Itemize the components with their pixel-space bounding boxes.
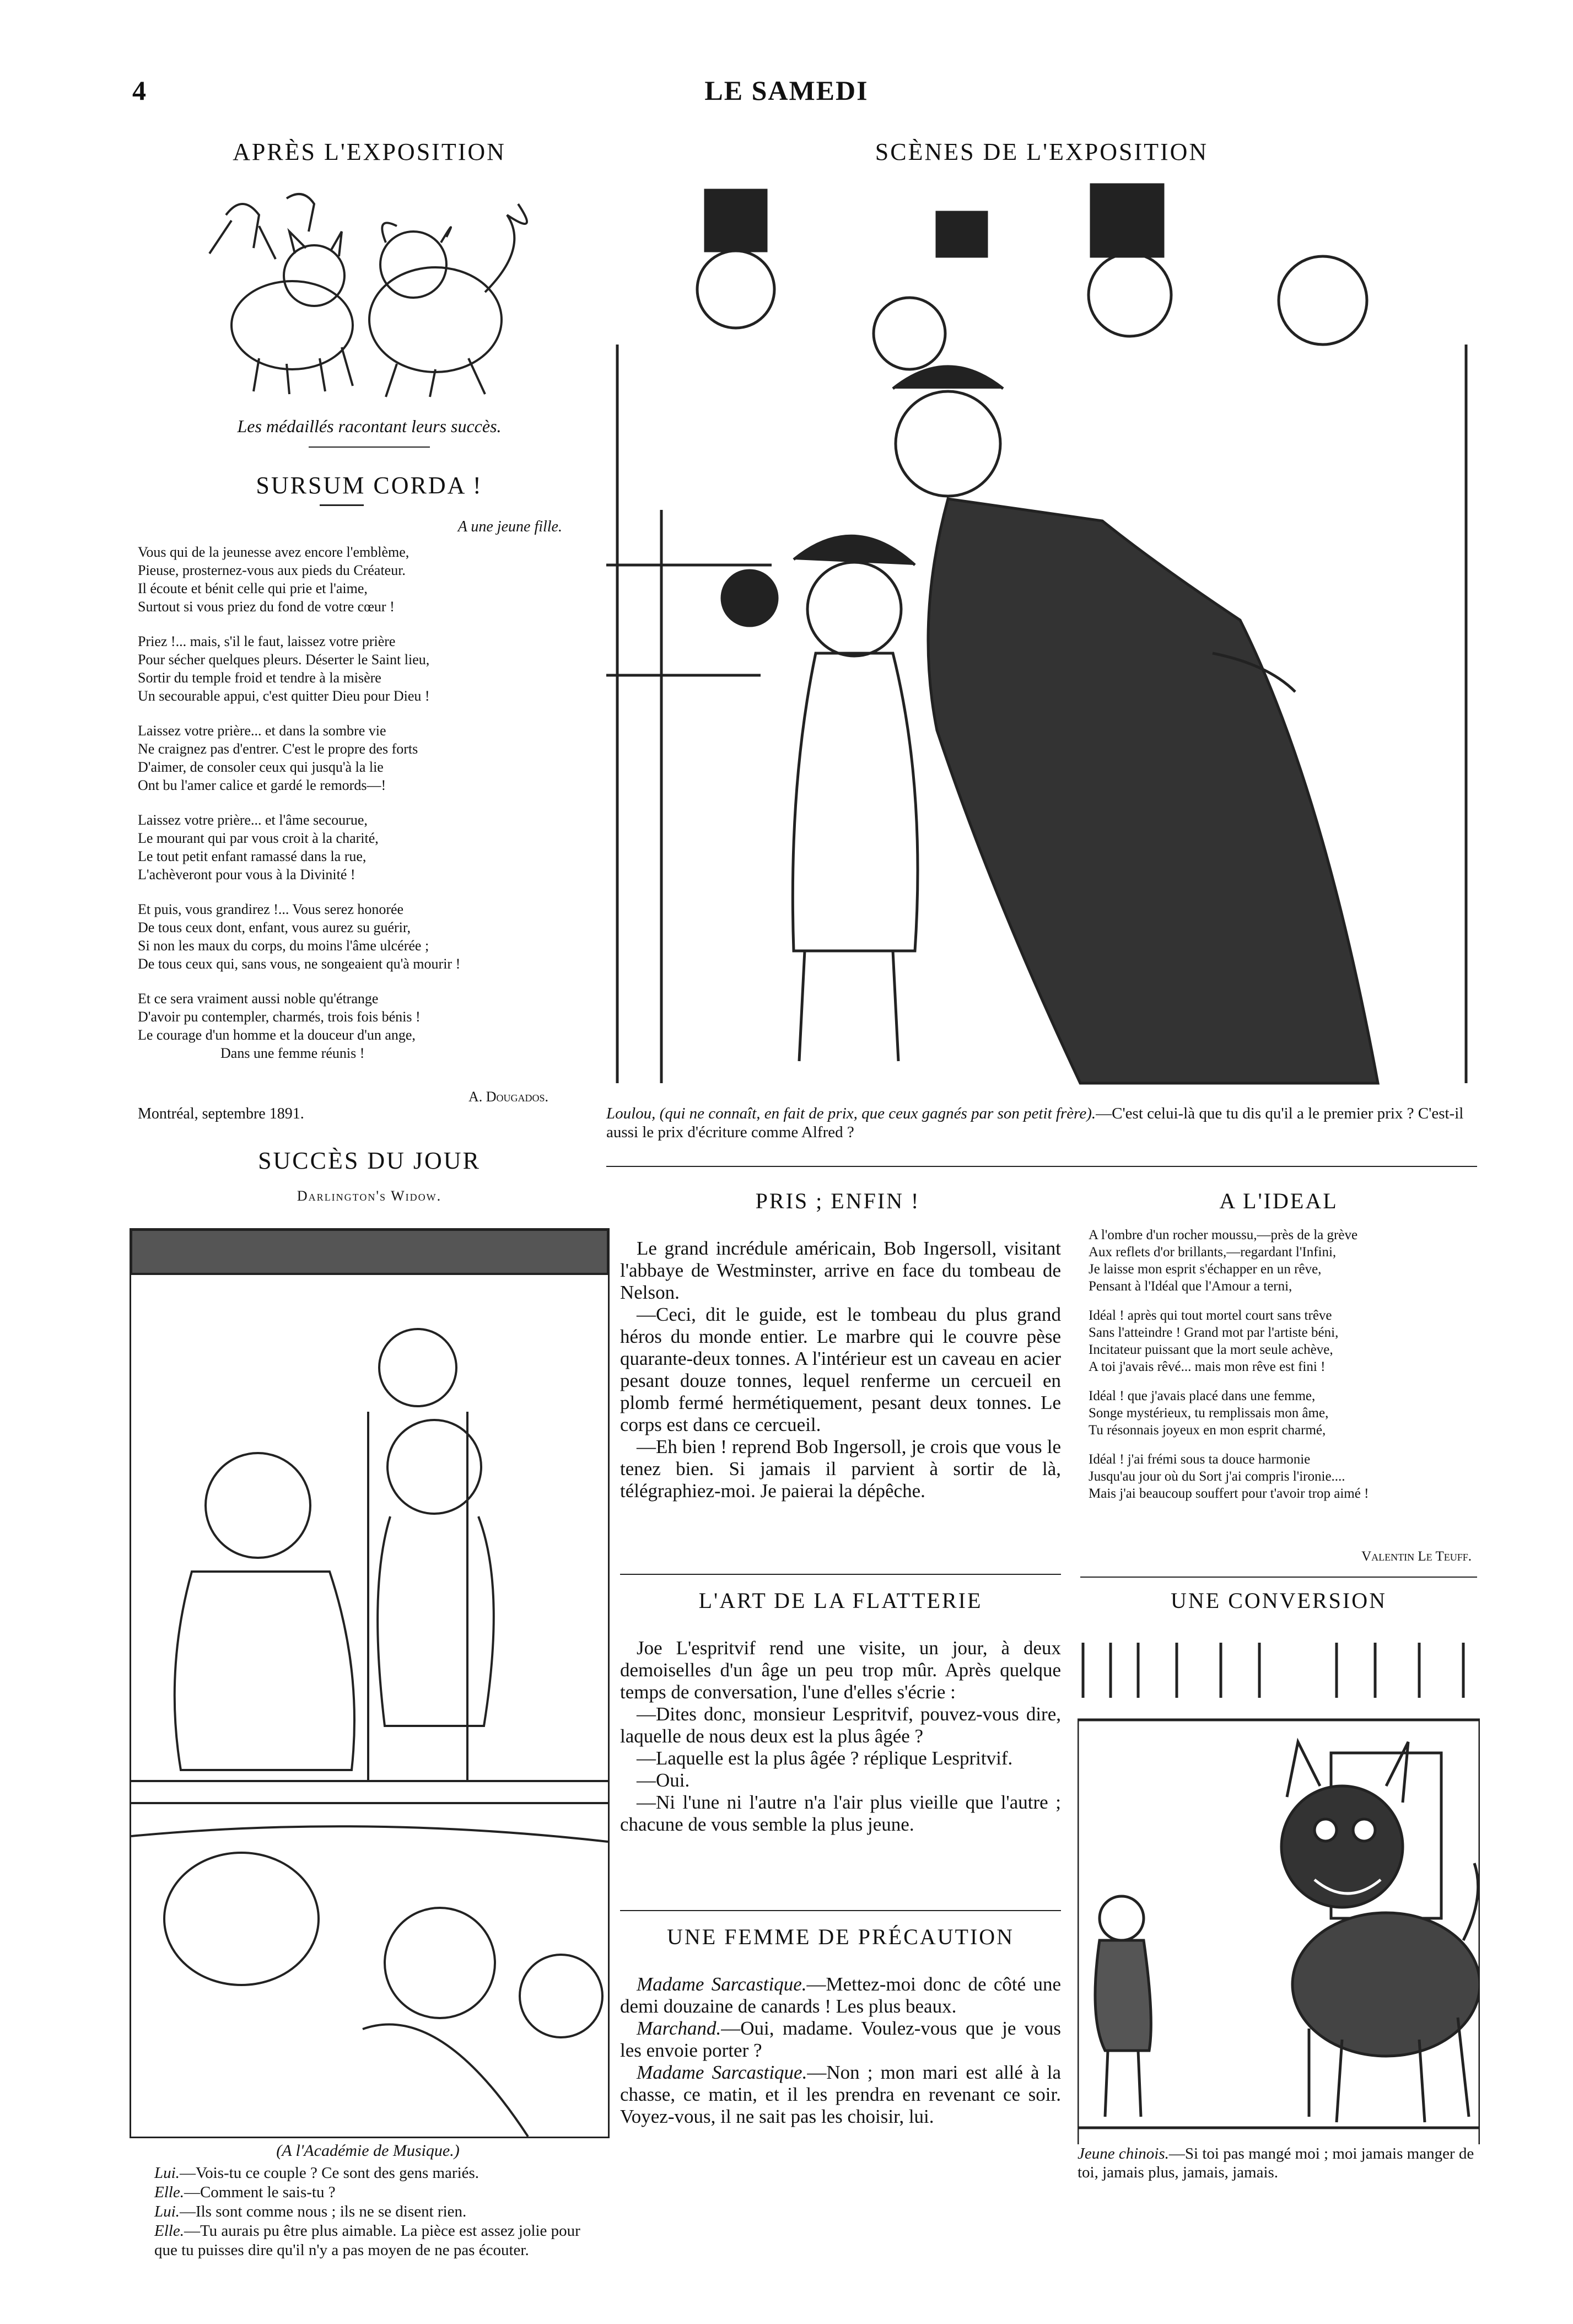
poem-line: D'avoir pu contempler, charmés, trois fois bénis !: [138, 1009, 421, 1025]
speaker: Madame Sarcastique.: [637, 1973, 807, 1995]
sursum-poem: [138, 543, 460, 1079]
poem-line: Vous qui de la jeunesse avez encore l'emblème,: [138, 544, 410, 560]
scenes-caption-italic: Loulou, (qui ne connaît, en fait de prix, que ceux gagnés par son petit frère).: [606, 1105, 1096, 1122]
conversion-caption-italic: Jeune chinois.: [1078, 2145, 1169, 2162]
poem-line: De tous ceux qui, sans vous, ne songeaient qu'à mourir !: [138, 956, 461, 972]
divider: [620, 1574, 1061, 1575]
divider: [606, 1166, 1477, 1167]
dialogue-text: —Ils sont comme nous ; ils ne se disent rien.: [179, 2203, 467, 2220]
dialogue-text: —Tu aurais pu être plus aimable. La pièce est assez jolie pour que tu puisses dire qu'il n'y a pas moyen de ne pas écouter.: [154, 2222, 580, 2259]
dialogue-text: —Oui, madame. Voulez-vous que je vous les envoie porter ?: [620, 2018, 1061, 2061]
paragraph: —Oui.: [637, 1769, 690, 1791]
femme-title: UNE FEMME DE PRÉCAUTION: [666, 1924, 1015, 1949]
conversion-title: UNE CONVERSION: [1171, 1588, 1387, 1613]
pris-text: [620, 1238, 1061, 1502]
poem-line: Il écoute et bénit celle qui prie et l'aime,: [138, 580, 368, 596]
poem-line: A l'ombre d'un rocher moussu,—près de la grève: [1089, 1228, 1358, 1242]
dialogue-text: —Vois-tu ce couple ? Ce sont des gens mariés.: [179, 2164, 480, 2182]
sursum-signature: A. Dougados.: [468, 1089, 548, 1105]
scenes-caption: [606, 1104, 1477, 1142]
speaker: Lui.: [154, 2164, 180, 2182]
poem-line: Le mourant qui par vous croit à la charité,: [138, 830, 379, 846]
dialogue-line: [154, 2183, 601, 2202]
femme-dialogue: [620, 1973, 1061, 2128]
poem-line: Et ce sera vraiment aussi noble qu'étrange: [138, 991, 379, 1007]
poem-line: Ont bu l'amer calice et gardé le remords—!: [138, 777, 386, 793]
speaker: Madame Sarcastique.: [637, 2062, 807, 2083]
dialogue-text: —Mettez-moi donc de côté une demi douzaine de canards ! Les plus beaux.: [620, 1973, 1061, 2017]
poem-line: Incitateur puissant que la mort seule achève,: [1089, 1342, 1333, 1357]
poem-line: Tu résonnais joyeux en mon esprit charmé,: [1089, 1423, 1326, 1438]
poem-line: Dans une femme réunis !: [220, 1045, 365, 1061]
ideal-signature: Valentin Le Teuff.: [1361, 1549, 1472, 1564]
succes-title: SUCCÈS DU JOUR: [258, 1147, 481, 1174]
paragraph: Joe L'espritvif rend une visite, un jour, à deux demoiselles d'un âge un peu trop mûr. Après quelque temps de conversation, l'une d'elles s'écrie :: [620, 1637, 1061, 1703]
poem-line: Idéal ! j'ai frémi sous ta douce harmonie: [1089, 1452, 1311, 1467]
paragraph: —Ni l'une ni l'autre n'a l'air plus vieille que l'autre ; chacune de vous semble la plus jeune.: [620, 1792, 1061, 1835]
page-number: 4: [132, 75, 146, 106]
scenes-title: SCÈNES DE L'EXPOSITION: [875, 138, 1209, 165]
paragraph: —Laquelle est la plus âgée ? réplique Lespritvif.: [637, 1747, 1013, 1769]
poem-line: Aux reflets d'or brillants,—regardant l'Infini,: [1089, 1245, 1337, 1260]
dialogue-line: [154, 2202, 601, 2221]
paragraph: —Dites donc, monsieur Lespritvif, pouvez-vous dire, laquelle de nous deux est la plus âgée ?: [620, 1703, 1061, 1747]
succes-dialogue: [154, 2164, 601, 2260]
divider: [309, 446, 430, 448]
flatterie-text: [620, 1637, 1061, 1836]
speaker: Elle.: [154, 2183, 184, 2201]
poem-line: A toi j'avais rêvé... mais mon rêve est fini !: [1089, 1359, 1326, 1374]
succes-subtitle: Darlington's Widow.: [297, 1188, 442, 1204]
poem-line: Ne craignez pas d'entrer. C'est le propre des forts: [138, 741, 418, 757]
dialogue-line: [154, 2164, 601, 2183]
dialogue-line: [620, 1973, 1061, 2018]
theatre-box-illustration: [130, 1228, 610, 2138]
poem-line: Idéal ! que j'avais placé dans une femme,: [1089, 1389, 1316, 1403]
poem-line: Pour sécher quelques pleurs. Déserter le Saint lieu,: [138, 652, 430, 668]
conversion-caption: [1078, 2144, 1480, 2182]
flatterie-title: L'ART DE LA FLATTERIE: [698, 1588, 983, 1613]
speaker: Lui.: [154, 2203, 180, 2220]
divider: [620, 1910, 1061, 1911]
poem-line: D'aimer, de consoler ceux qui jusqu'à la lie: [138, 759, 384, 775]
dog-and-boy-illustration: [1078, 1632, 1480, 2144]
poem-line: Idéal ! après qui tout mortel court sans trêve: [1089, 1308, 1332, 1323]
poem-line: Sans l'atteindre ! Grand mot par l'artiste béni,: [1089, 1325, 1339, 1340]
pris-title: PRIS ; ENFIN !: [755, 1188, 920, 1213]
poem-line: Le courage d'un homme et la douceur d'un ange,: [138, 1027, 416, 1043]
dialogue-line: [620, 2062, 1061, 2128]
speaker: Marchand.: [637, 2018, 721, 2039]
exposition-crowd-illustration: [606, 179, 1477, 1089]
dialogue-line: [620, 2018, 1061, 2062]
poem-line: Et puis, vous grandirez !... Vous serez honorée: [138, 901, 404, 917]
ideal-title: A L'IDEAL: [1219, 1188, 1338, 1213]
dogs-illustration: [176, 182, 551, 402]
poem-line: Mais j'ai beaucoup souffert pour t'avoir trop aimé !: [1089, 1486, 1369, 1501]
poem-line: De tous ceux dont, enfant, vous aurez su guérir,: [138, 919, 411, 935]
poem-line: Sortir du temple froid et tendre à la misère: [138, 670, 381, 686]
ideal-poem: [1089, 1226, 1369, 1502]
conversion-caption-text: —Si toi pas mangé moi ; moi jamais manger de toi, jamais plus, jamais, jamais.: [1078, 2145, 1474, 2181]
paragraph: —Ceci, dit le guide, est le tombeau du plus grand héros du monde entier. Le marbre qui le couvre pèse quarante-deux tonnes. A l'intérieur est un caveau en acier pesant douze tonnes, lequel renferme un cercueil en plomb fermé hermétiquement, pesant deux tonnes. Le corps est dans ce cercueil.: [620, 1304, 1061, 1435]
dialogue-text: —Comment le sais-tu ?: [184, 2183, 336, 2201]
poem-line: Le tout petit enfant ramassé dans la rue,: [138, 848, 367, 864]
poem-line: Si non les maux du corps, du moins l'âme ulcérée ;: [138, 938, 429, 954]
sursum-place-date: Montréal, septembre 1891.: [138, 1105, 304, 1122]
poem-line: L'achèveront pour vous à la Divinité !: [138, 867, 355, 883]
dialogue-text: —Non ; mon mari est allé à la chasse, ce matin, et il les prendra en revenant ce soir. Voyez-vous, il ne sait pas les choisir, lui.: [620, 2062, 1061, 2127]
scenes-caption-text: —C'est celui-là que tu dis qu'il a le premier prix ? C'est-il aussi le prix d'écriture comme Alfred ?: [606, 1105, 1464, 1141]
poem-line: Priez !... mais, s'il le faut, laissez votre prière: [138, 633, 396, 649]
poem-line: Un secourable appui, c'est quitter Dieu pour Dieu !: [138, 688, 430, 704]
journal-title: LE SAMEDI: [704, 75, 869, 106]
poem-line: Je laisse mon esprit s'échapper en un rêve,: [1089, 1262, 1322, 1277]
speaker: Elle.: [154, 2222, 184, 2240]
poem-line: Surtout si vous priez du fond de votre cœur !: [138, 599, 395, 615]
apres-caption: Les médaillés racontant leurs succès.: [237, 416, 502, 436]
divider: [1080, 1577, 1477, 1578]
poem-line: Jusqu'au jour où du Sort j'ai compris l'ironie....: [1089, 1469, 1345, 1484]
dialogue-line: [154, 2221, 601, 2260]
paragraph: Le grand incrédule américain, Bob Ingersoll, visitant l'abbaye de Westminster, arrive en face du tombeau de Nelson.: [620, 1238, 1061, 1303]
sursum-dedication: A une jeune fille.: [457, 518, 562, 535]
poem-line: Songe mystérieux, tu remplissais mon âme,: [1089, 1406, 1329, 1421]
poem-line: Laissez votre prière... et l'âme secourue,: [138, 812, 368, 828]
poem-line: Laissez votre prière... et dans la sombre vie: [138, 723, 386, 739]
poem-line: Pieuse, prosternez-vous aux pieds du Créateur.: [138, 562, 406, 578]
succes-caption: (A l'Académie de Musique.): [276, 2142, 460, 2160]
poem-line: Pensant à l'Idéal que l'Amour a terni,: [1089, 1279, 1292, 1294]
apres-title: APRÈS L'EXPOSITION: [233, 138, 506, 165]
divider: [320, 504, 364, 506]
sursum-title: SURSUM CORDA !: [256, 472, 483, 499]
paragraph: —Eh bien ! reprend Bob Ingersoll, je crois que vous le tenez bien. Si jamais il parvient à sortir de là, télégraphiez-moi. Je paierai la dépêche.: [620, 1436, 1061, 1502]
